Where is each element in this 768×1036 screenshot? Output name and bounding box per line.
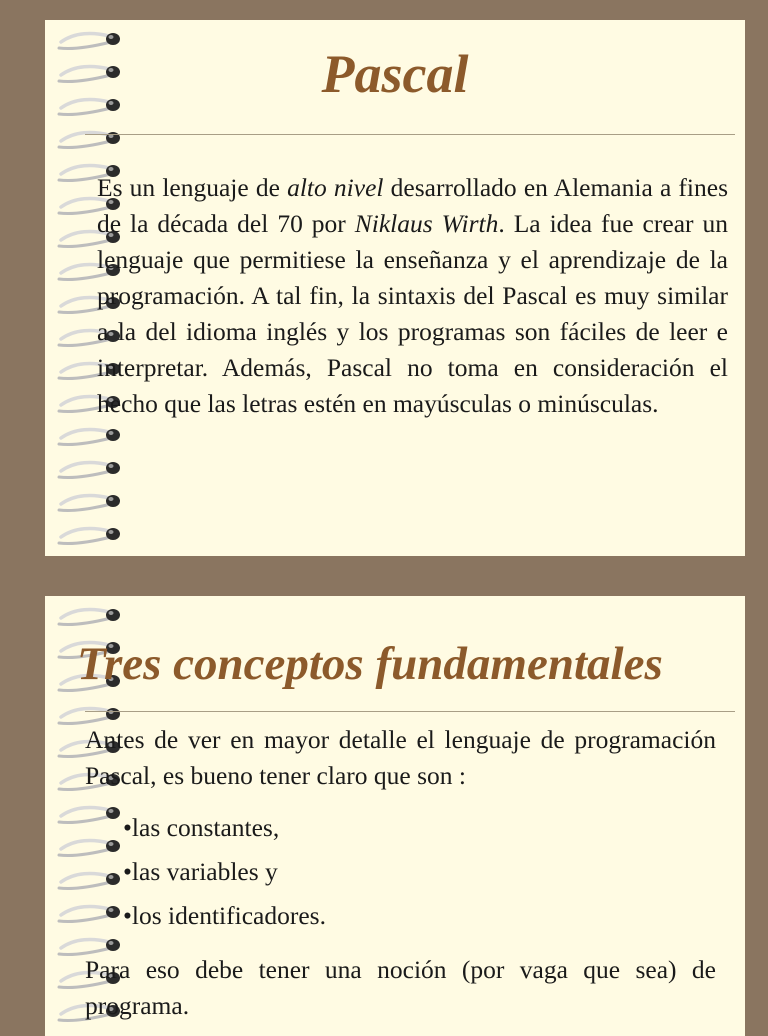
list-item: •las variables y bbox=[123, 857, 278, 886]
slide-pascal bbox=[45, 20, 745, 556]
spiral-ring-icon bbox=[53, 802, 125, 830]
spiral-ring-icon bbox=[53, 490, 125, 518]
title-divider bbox=[85, 134, 735, 135]
spiral-ring-icon bbox=[53, 835, 125, 863]
spiral-ring-icon bbox=[53, 127, 125, 155]
spiral-ring-icon bbox=[53, 457, 125, 485]
title-divider bbox=[85, 711, 735, 712]
text-run: desarrollado en Alemania a fines de la década del 70 por bbox=[97, 173, 728, 238]
concept-list bbox=[123, 810, 326, 942]
spiral-ring-icon bbox=[53, 523, 125, 551]
text-run: . La idea fue crear un lenguaje que permitiese la enseñanza y el aprendizaje de la programación. A tal fin, la sintaxis del Pascal es muy similar a la del idioma inglés y los programas son fáciles de leer e interpretar. Además, Pascal no toma en consideración el hecho que las letras estén en mayúsculas o minúsculas. bbox=[97, 209, 728, 418]
slide-title: Pascal bbox=[321, 44, 469, 104]
spiral-ring-icon bbox=[53, 424, 125, 452]
emphasis-text: alto nivel bbox=[287, 173, 384, 202]
slide-tres-conceptos bbox=[45, 596, 745, 1036]
list-item: •las constantes, bbox=[123, 813, 280, 842]
outro-paragraph: Para eso debe tener una noción (por vaga que sea) de programa. bbox=[85, 955, 716, 1020]
spiral-ring-icon bbox=[53, 901, 125, 929]
spiral-ring-icon bbox=[53, 868, 125, 896]
intro-paragraph: Antes de ver en mayor detalle el lenguaje de programación Pascal, es bueno tener claro que son : bbox=[85, 725, 716, 790]
spiral-ring-icon bbox=[53, 604, 125, 632]
emphasis-text: Niklaus Wirth bbox=[354, 209, 499, 238]
slide-title: Tres conceptos fundamentales bbox=[77, 638, 663, 690]
slide-paragraph bbox=[97, 170, 728, 422]
text-run: Es un lenguaje de bbox=[97, 173, 288, 202]
list-item: •los identificadores. bbox=[123, 901, 326, 930]
